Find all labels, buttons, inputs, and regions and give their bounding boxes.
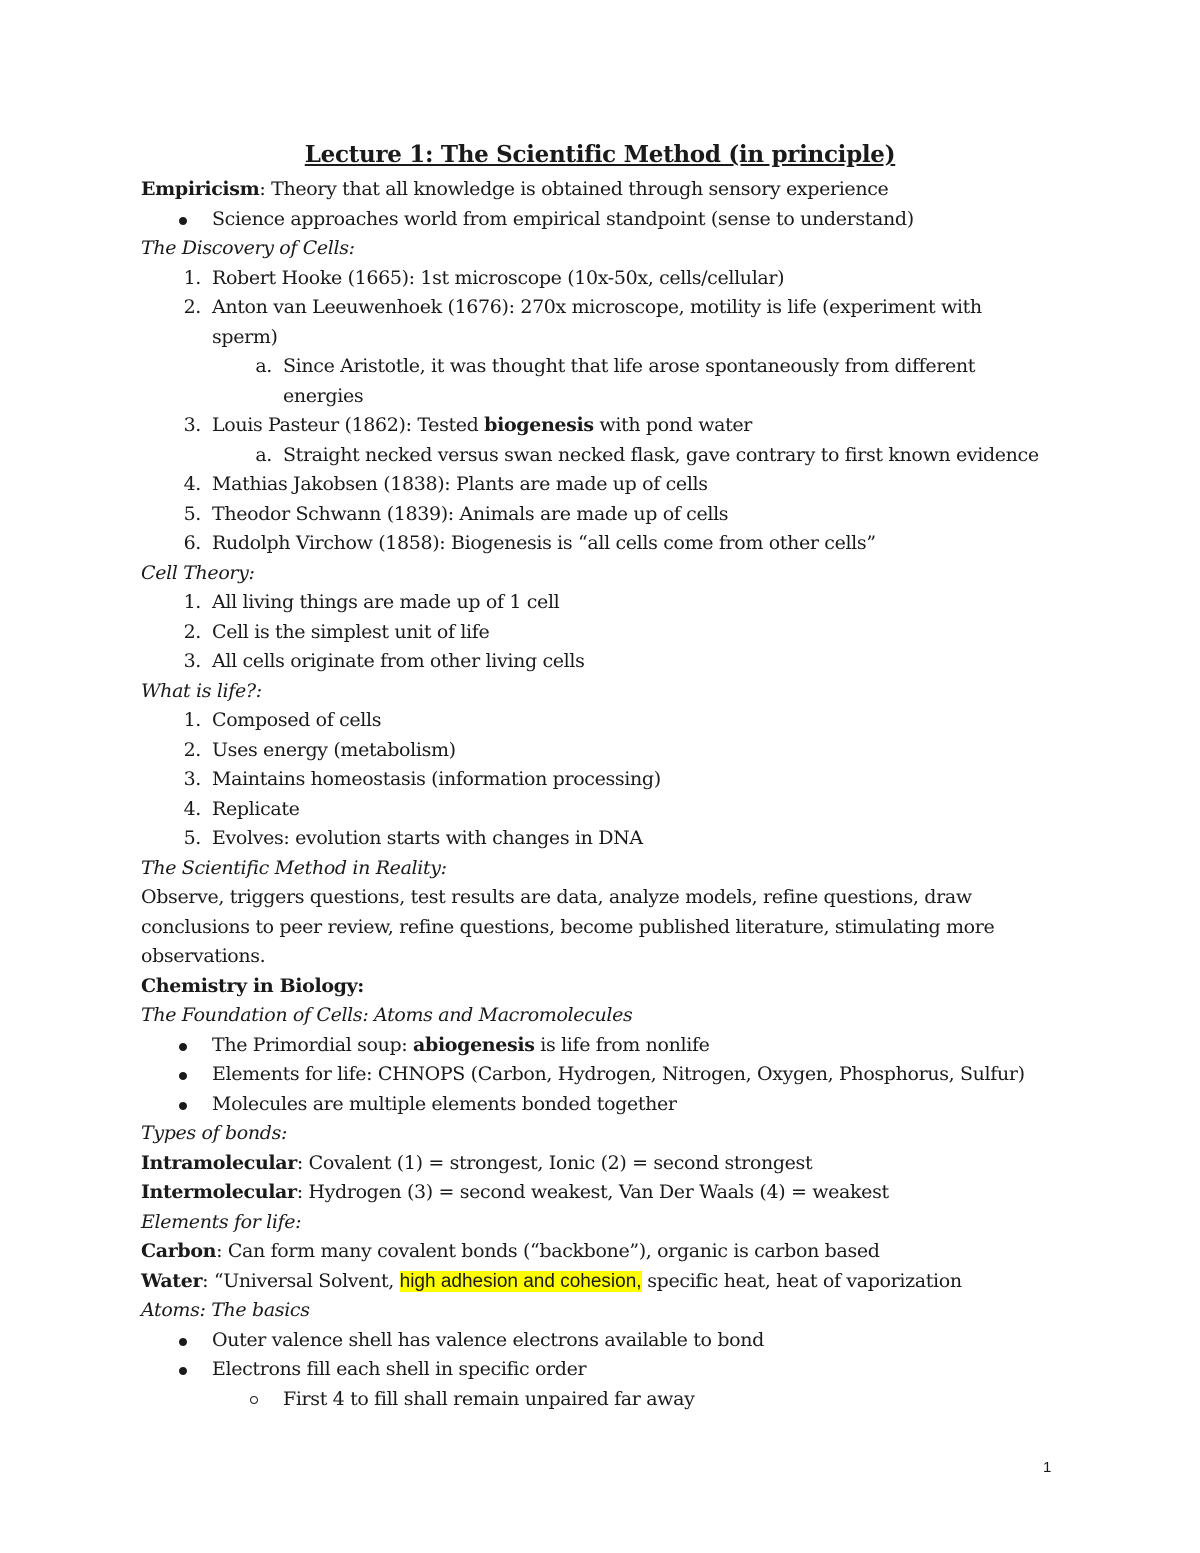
- bullet-text: Molecules are multiple elements bonded together: [212, 1092, 677, 1115]
- list-text: Robert Hooke (1665): 1st microscope (10x-50x, cells/cellular): [212, 266, 785, 289]
- paragraph-reality: Observe, triggers questions, test results are data, analyze models, refine questions, draw conclusions to peer review, refine questions, become published literature, stimulating more observations.: [141, 886, 995, 967]
- bullet-item: [141, 1355, 1101, 1385]
- list-marker: 4.: [183, 797, 201, 820]
- bullet-icon: [179, 1102, 187, 1110]
- term-biogenesis: biogenesis: [484, 414, 594, 436]
- page-number: 1: [1043, 1459, 1052, 1476]
- list-marker: 2.: [183, 620, 201, 643]
- list-marker: 3.: [183, 768, 201, 790]
- bullet-text: First 4 to fill shall remain unpaired far away: [283, 1387, 695, 1410]
- list-item: [141, 470, 1101, 500]
- bullet-text: Elements for life: CHNOPS (Carbon, Hydrogen, Nitrogen, Oxygen, Phosphorus, Sulfur): [212, 1063, 1025, 1085]
- bullet-text: The Primordial soup:: [212, 1033, 414, 1056]
- list-text: All cells originate from other living cells: [212, 650, 585, 672]
- list-item: [141, 647, 1101, 677]
- list-text: Anton van Leeuwenhoek (1676): 270x microscope, motility is life (experiment with sperm): [212, 296, 982, 348]
- bullet-icon: [179, 1072, 187, 1080]
- list-item: [141, 706, 1101, 736]
- intramolecular-definition: [141, 1149, 1101, 1179]
- bullet-item: [141, 205, 1101, 235]
- term-empiricism: Empiricism: [141, 178, 260, 200]
- list-marker: a.: [255, 355, 272, 377]
- subheading-elements: Elements for life:: [141, 1210, 302, 1233]
- list-item: [141, 736, 1101, 766]
- subheading-atoms: Atoms: The basics: [141, 1299, 310, 1321]
- definition-text: : Theory that all knowledge is obtained through sensory experience: [259, 178, 889, 200]
- definition-text: specific heat, heat of vaporization: [641, 1269, 962, 1292]
- list-marker: a.: [255, 443, 272, 466]
- bullet-item: [141, 1090, 1101, 1120]
- list-text: All living things are made up of 1 cell: [212, 591, 560, 613]
- definition-text: : Covalent (1) = strongest, Ionic (2) = second strongest: [296, 1151, 813, 1174]
- list-marker: 5.: [183, 827, 201, 849]
- list-subitem: [141, 352, 1003, 411]
- bullet-item: [141, 1326, 1101, 1356]
- term-water: Water: [141, 1269, 203, 1292]
- intermolecular-definition: [141, 1178, 1101, 1208]
- section-heading-life: What is life?:: [141, 679, 262, 702]
- list-item: [141, 293, 1012, 352]
- term-intermolecular: Intermolecular: [141, 1181, 297, 1203]
- bullet-text: Science approaches world from empirical standpoint (sense to understand): [212, 207, 914, 230]
- bullet-text: is life from nonlife: [534, 1033, 710, 1056]
- hollow-bullet-icon: [250, 1396, 258, 1404]
- list-item: [141, 824, 1101, 854]
- list-item: [141, 500, 1101, 530]
- list-marker: 2.: [183, 296, 201, 318]
- list-marker: 4.: [183, 473, 201, 495]
- list-item: [141, 588, 1101, 618]
- list-marker: 6.: [183, 532, 201, 554]
- empiricism-definition: [141, 175, 1101, 205]
- list-marker: 2.: [183, 738, 201, 761]
- list-text: Cell is the simplest unit of life: [212, 620, 490, 643]
- bullet-text: Outer valence shell has valence electrons available to bond: [212, 1328, 764, 1351]
- list-text: Since Aristotle, it was thought that life arose spontaneously from different energies: [283, 355, 976, 407]
- list-subitem: [141, 441, 1101, 471]
- list-text: Straight necked versus swan necked flask, gave contrary to first known evidence: [283, 443, 1039, 466]
- list-marker: 1.: [183, 591, 201, 613]
- definition-text: : Hydrogen (3) = second weakest, Van Der Waals (4) = weakest: [296, 1181, 889, 1203]
- document-body: [141, 175, 1101, 1414]
- highlighted-text: high adhesion and cohesion,: [399, 1270, 642, 1292]
- water-definition: [141, 1267, 1101, 1297]
- term-abiogenesis: abiogenesis: [413, 1033, 535, 1056]
- section-heading-cell-theory: Cell Theory:: [141, 561, 255, 584]
- term-carbon: Carbon: [141, 1240, 217, 1262]
- section-heading-cells: The Discovery of Cells:: [141, 237, 355, 259]
- list-text: Rudolph Virchow (1858): Biogenesis is “all cells come from other cells”: [212, 532, 876, 554]
- list-text: Evolves: evolution starts with changes in DNA: [212, 827, 643, 849]
- definition-text: : “Universal Solvent,: [202, 1269, 400, 1292]
- bullet-item: [141, 1031, 1101, 1061]
- list-item: [141, 795, 1101, 825]
- list-text: Replicate: [212, 797, 300, 820]
- list-item: [141, 411, 1101, 441]
- list-text: Composed of cells: [212, 709, 382, 731]
- list-item: [141, 765, 1101, 795]
- list-text: Mathias Jakobsen (1838): Plants are made up of cells: [212, 473, 708, 495]
- page-title: Lecture 1: The Scientific Method (in principle): [304, 141, 896, 168]
- definition-text: : Can form many covalent bonds (“backbone”), organic is carbon based: [216, 1240, 880, 1262]
- list-text: Uses energy (metabolism): [212, 738, 456, 761]
- list-item: [141, 264, 1101, 294]
- list-text: Theodor Schwann (1839): Animals are made up of cells: [212, 502, 729, 525]
- list-marker: 1.: [183, 266, 201, 289]
- bullet-icon: [179, 1367, 187, 1375]
- list-marker: 3.: [183, 414, 201, 436]
- sub-bullet-item: [141, 1385, 1101, 1415]
- section-heading-reality: The Scientific Method in Reality:: [141, 856, 447, 879]
- list-marker: 5.: [183, 502, 201, 525]
- list-text: Maintains homeostasis (information processing): [212, 768, 661, 790]
- section-heading-chemistry: Chemistry in Biology:: [141, 974, 364, 997]
- list-text: with pond water: [593, 414, 753, 436]
- list-marker: 3.: [183, 650, 201, 672]
- list-item: [141, 618, 1101, 648]
- bullet-icon: [179, 1338, 187, 1346]
- term-intramolecular: Intramolecular: [141, 1151, 297, 1174]
- list-marker: 1.: [183, 709, 201, 731]
- subheading-foundation: The Foundation of Cells: Atoms and Macromolecules: [141, 1004, 633, 1026]
- list-text: Louis Pasteur (1862): Tested: [212, 414, 485, 436]
- bullet-item: [141, 1060, 1101, 1090]
- bullet-icon: [179, 1043, 187, 1051]
- list-item: [141, 529, 1101, 559]
- bullet-text: Electrons fill each shell in specific order: [212, 1358, 587, 1380]
- subheading-bonds: Types of bonds:: [141, 1122, 288, 1144]
- carbon-definition: [141, 1237, 1101, 1267]
- bullet-icon: [179, 217, 187, 225]
